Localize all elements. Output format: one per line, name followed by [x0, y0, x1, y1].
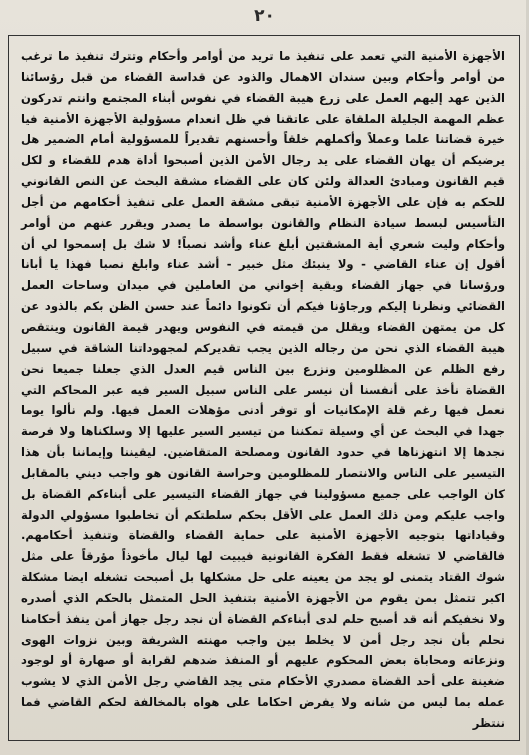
body-paragraph: الأجهزة الأمنية التي تعمد على تنفيذ ما تريد من أوامر وأحكام وتترك تنفيذ ما ترغب من أوامر وأحكام وبين سندان الاهمال والذود عن قداسة القضاء من قبل رؤسائنا الذين عهد إليهم العمل على زرع هيبة القضاء في نفوس أبناء المجتمع وانتم تدركون عظم المهمة الجليلة الملقاة على عاتقنا في ظل انعدام مسؤولية الأجهزة الأمنية فيا خيرة قضاتنا علما وعملاً وأكملهم خلقاً وأحسنهم تقديراً للمسؤولية أمام الضمير هل يرضيكم أن يهان القضاء على يد رجال الأمن الذين أصبحوا أداة هدم للقضاء و لكل قيم القانون ومبادئ العدالة ولئن كان على القضاء مشقة البحث عن النص القانوني للحكم به فإن على الأجهزة الأمنية تبقى مشقة العمل على تنفيذ أحكامهم من أجل التأسيس لبسط سيادة النظام والقانون بواسطة ما يصدر ويقرر عنهم من أوامر وأحكام وليت شعري أية المشقتين أبلغ عناء وأشد نصباً! لا شك بل إسمحوا لي أن أقول إن عناء القاضي - ولا ينبئك مثل خبير - أشد عناء وابلغ نصبا فهذا يا أبانا ورؤسانا في جهاز القضاء وبقية إخواني من العاملين في ميدان وساحات العمل القضائي ونظرنا إليكم ورجاؤنا فيكم أن تكونوا دائماً عند حسن الظن بكم بالذود عن كل من يمتهن القضاء ويقلل من قيمته في النفوس ويهدر قيمة القانون وينتقص هيبة القضاء الذي نحن من رجاله الذين يجب تقديركم لمجهوداتنا الشاقة في سبيل رفع الظلم عن المظلومين ونزرع بين الناس قيم العدل الذي جعلنا جميعا نحن القضاة نأخذ على أنفسنا أن نيسر على الناس سبيل السير فيه عبر المحاكم التي نعمل فيها رغم قلة الإمكانيات أو توفر أدنى مؤهلات العمل فيها. ولم نألوا يوما جهدا في البحث عن أي وسيلة تمكننا من تيسير السير عليها إلا وسلكناها ولا فرصة نجدها إلا انتهزناها في حدود القانون ومصلحة المتقاضين. ليقيننا وإيماننا بأن هذا التيسير على الناس والانتصار للمظلومين وحراسة القانون هو واجب ديني بالمقابل كان الواجب على جميع مسؤولينا في جهاز القضاء التيسير على أبناءكم القضاة بل واجب عليكم ومن ذلك العمل على الأقل بحكم سلطتكم أن تخاطبوا مسؤولي الدولة وقياداتها بتوجيه الأجهزة الأمنية على حماية القضاء والقضاة وتنفيذ أحكامهم. فالقاضي لا تشغله فقط الفكرة القانونية فيبيت لها ليال مأخوذاً مؤرقاً على مثل شوك القتاد يتمنى لو يجد من يعينه على حل مشكلها بل أصبحت تشغله ايضا مشكلة اكبر تتمثل بمن يقوم من الأجهزة الأمنية بتنفيذ الحل المتمثل بالحكم الذي أصدره ولا نخفيكم أنه قد أصبح حلم لدى أبناءكم القضاة أن نجد رجل جهاز أمن ينفذ أحكامنا نحلم بأن نجد رجل أمن لا يخلط بين واجب مهنته الشريفة وبين نزوات الهوى ونزعاته ومحاباة بعض المحكوم عليهم أو المنفذ ضدهم لقرابة أو صهارة أو لوجود ضغينة على أحد القضاة مصدري الأحكام متى يجد القاضي رجل الأمن الذي لا يشوب عمله بما ليس من شانه ولا يفرض احكاما على هواه بالمخالفة لحكم القاضي فما ننتظر — [21, 49, 505, 730]
text-frame — [8, 35, 520, 741]
page-number: ٢٠ — [254, 6, 275, 26]
